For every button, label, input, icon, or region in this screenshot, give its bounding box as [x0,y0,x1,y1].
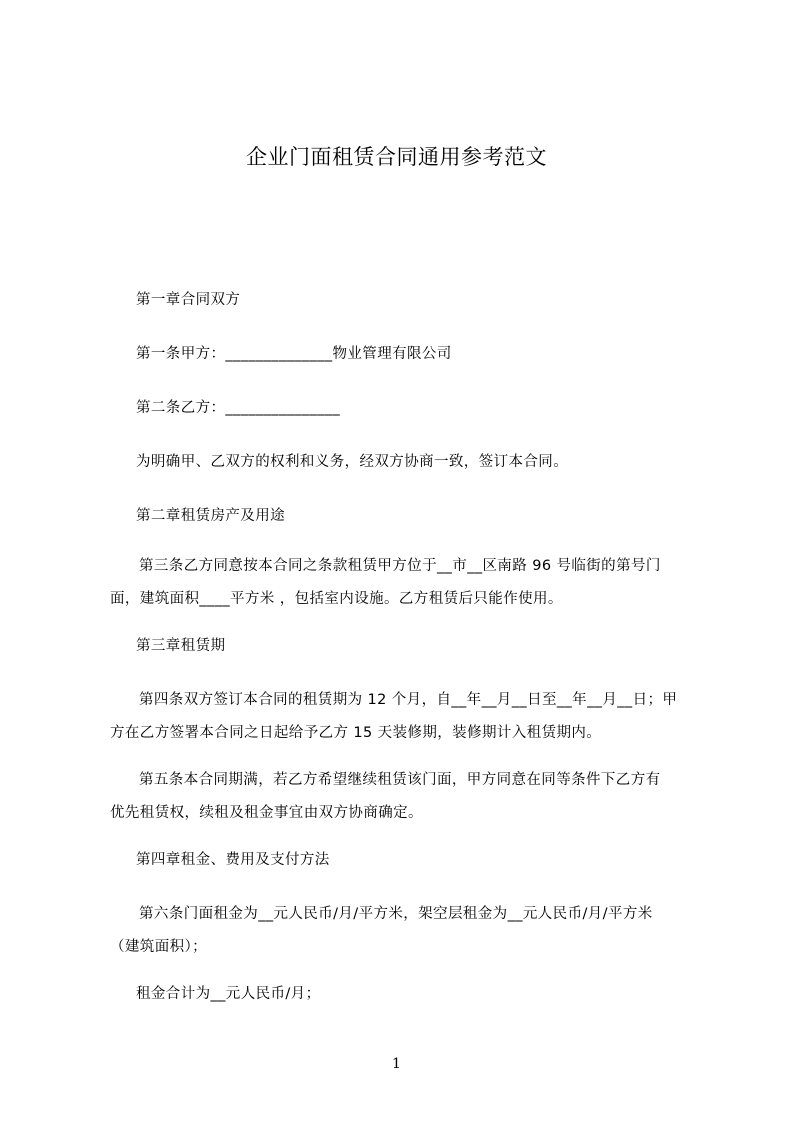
chapter-4-heading [110,844,736,877]
article-4-paragraph [110,684,710,750]
paragraph-line: 第一章合同双方 [136,292,241,308]
paragraph-line: 第三条乙方同意按本合同之条款租赁甲方位于__市__区南路 96 号临街的第号门 [139,558,661,574]
page-number: 1 [392,1056,401,1072]
article-5-paragraph [110,764,710,830]
chapter-3-heading [110,630,736,663]
article-1-party-a [110,338,736,371]
paragraph-line: 第二条乙方：_______________ [136,400,341,416]
paragraph-line: 第六条门面租金为__元人民币/月/平方米，架空层租金为__元人民币/月/平方米 [139,906,653,922]
paragraph-line: 第五条本合同期满，若乙方希望继续租赁该门面，甲方同意在同等条件下乙方有 [139,772,661,788]
intro-paragraph [110,446,736,479]
paragraph-line: 第二章租赁房产及用途 [136,508,285,524]
paragraph-line: 第四章租金、费用及支付方法 [136,852,330,868]
paragraph-line: 第一条甲方：______________物业管理有限公司 [136,346,452,362]
paragraph-line: （建筑面积）； [110,939,208,955]
document-title: 企业门面租赁合同通用参考范文 [246,145,547,169]
paragraph-line: 优先租赁权，续租及租金事宜由双方协商确定。 [110,805,423,821]
paragraph-line: 为明确甲、乙双方的权利和义务，经双方协商一致，签订本合同。 [136,454,569,470]
rent-total-paragraph [110,978,736,1011]
paragraph-line: 租金合计为__元人民币/月； [136,986,321,1002]
article-3-paragraph [110,550,710,616]
chapter-2-heading [110,500,736,533]
paragraph-line: 面，建筑面积____平方米 ，包括室内设施。乙方租赁后只能作使用。 [110,591,563,607]
article-6-paragraph [110,898,710,964]
paragraph-line: 第四条双方签订本合同的租赁期为 12 个月，自__年__月__日至__年__月__日；甲 [139,692,678,708]
paragraph-line: 方在乙方签署本合同之日起给予乙方 15 天装修期，装修期计入租赁期内。 [110,725,602,741]
paragraph-line: 第三章租赁期 [136,638,226,654]
chapter-1-heading [110,284,736,317]
article-2-party-b [110,392,736,425]
